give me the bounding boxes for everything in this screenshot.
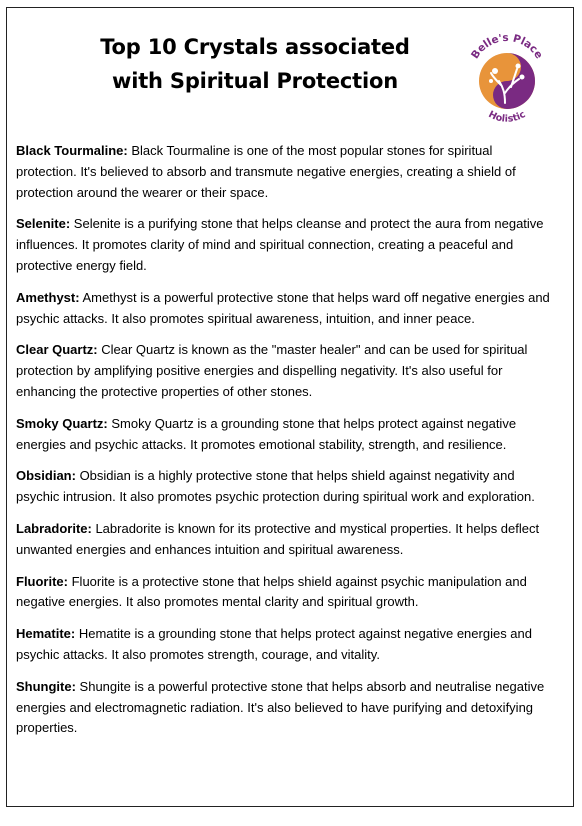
- crystal-description: Labradorite is known for its protective and mystical properties. It helps deflect unwanted energies and enhances intuition and spiritual awareness.: [16, 520, 540, 557]
- crystal-entry-hematite: [16, 624, 553, 666]
- crystal-entry-fluorite: [16, 572, 553, 614]
- crystal-entry-clear-quartz: [16, 340, 553, 402]
- crystal-name: Selenite:: [16, 216, 71, 232]
- crystal-description: Amethyst is a powerful protective stone that helps ward off negative energies and psychic attacks. It also promotes spiritual awareness, intuition, and inner peace.: [16, 289, 550, 326]
- crystal-name: Black Tourmaline:: [16, 143, 128, 158]
- crystal-description: Clear Quartz is known as the "master healer" and can be used for spiritual protection by amplifying positive energies and dispelling negativity. It's also useful for enhancing the protective properties of other stones.: [16, 342, 528, 399]
- crystal-entry-smoky-quartz: [16, 414, 553, 456]
- crystal-name: Labradorite:: [16, 520, 92, 536]
- crystal-description: Hematite is a grounding stone that helps protect against negative energies and psychic attacks. It also promotes strength, courage, and vitality.: [16, 626, 532, 662]
- crystal-list: [16, 141, 553, 750]
- logo-text-top: Belle's Place: [469, 31, 545, 61]
- crystal-name: Fluorite:: [16, 573, 68, 589]
- crystal-entry-amethyst: [16, 288, 553, 330]
- crystal-description: Shungite is a powerful protective stone that helps absorb and neutralise negative energies and electromagnetic radiation. It's also believed to have purifying and detoxifying properties.: [16, 678, 545, 736]
- crystal-entry-labradorite: [16, 519, 553, 561]
- crystal-name: Clear Quartz:: [16, 342, 98, 358]
- crystal-description: Selenite is a purifying stone that helps cleanse and protect the aura from negative influences. It promotes clarity of mind and spiritual connection, creating a peaceful and protective energy field.: [16, 216, 544, 273]
- title-line-2: with Spiritual Protection: [112, 69, 398, 93]
- crystal-description: Black Tourmaline is one of the most popular stones for spiritual protection. It's believed to absorb and transmute negative energies, creating a shield of protection around the wearer or their space.: [16, 143, 516, 200]
- crystal-entry-black-tourmaline: [16, 141, 553, 203]
- page-title: [80, 30, 430, 98]
- crystal-description: Fluorite is a protective stone that helps shield against psychic manipulation and negative energies. It also promotes mental clarity and spiritual growth.: [16, 573, 527, 610]
- belles-place-logo: [465, 31, 549, 127]
- crystal-description: Obsidian is a highly protective stone that helps shield against negativity and psychic intrusion. It also promotes psychic protection during spiritual work and exploration.: [16, 468, 535, 505]
- crystal-name: Obsidian:: [16, 468, 76, 484]
- crystal-entry-selenite: [16, 214, 553, 276]
- crystal-entry-obsidian: [16, 466, 553, 508]
- crystal-description: Smoky Quartz is a grounding stone that helps protect against negative energies and psychic attacks. It promotes emotional stability, strength, and resilience.: [16, 415, 517, 452]
- crystal-name: Hematite:: [16, 626, 76, 642]
- crystal-entry-shungite: [16, 677, 553, 739]
- logo-text-bottom: Holistic: [486, 109, 528, 125]
- title-line-1: Top 10 Crystals associated: [100, 35, 410, 59]
- crystal-name: Smoky Quartz:: [16, 415, 108, 431]
- logo-emblem: [479, 53, 535, 109]
- crystal-name: Shungite:: [16, 678, 76, 694]
- crystal-name: Amethyst:: [16, 289, 80, 305]
